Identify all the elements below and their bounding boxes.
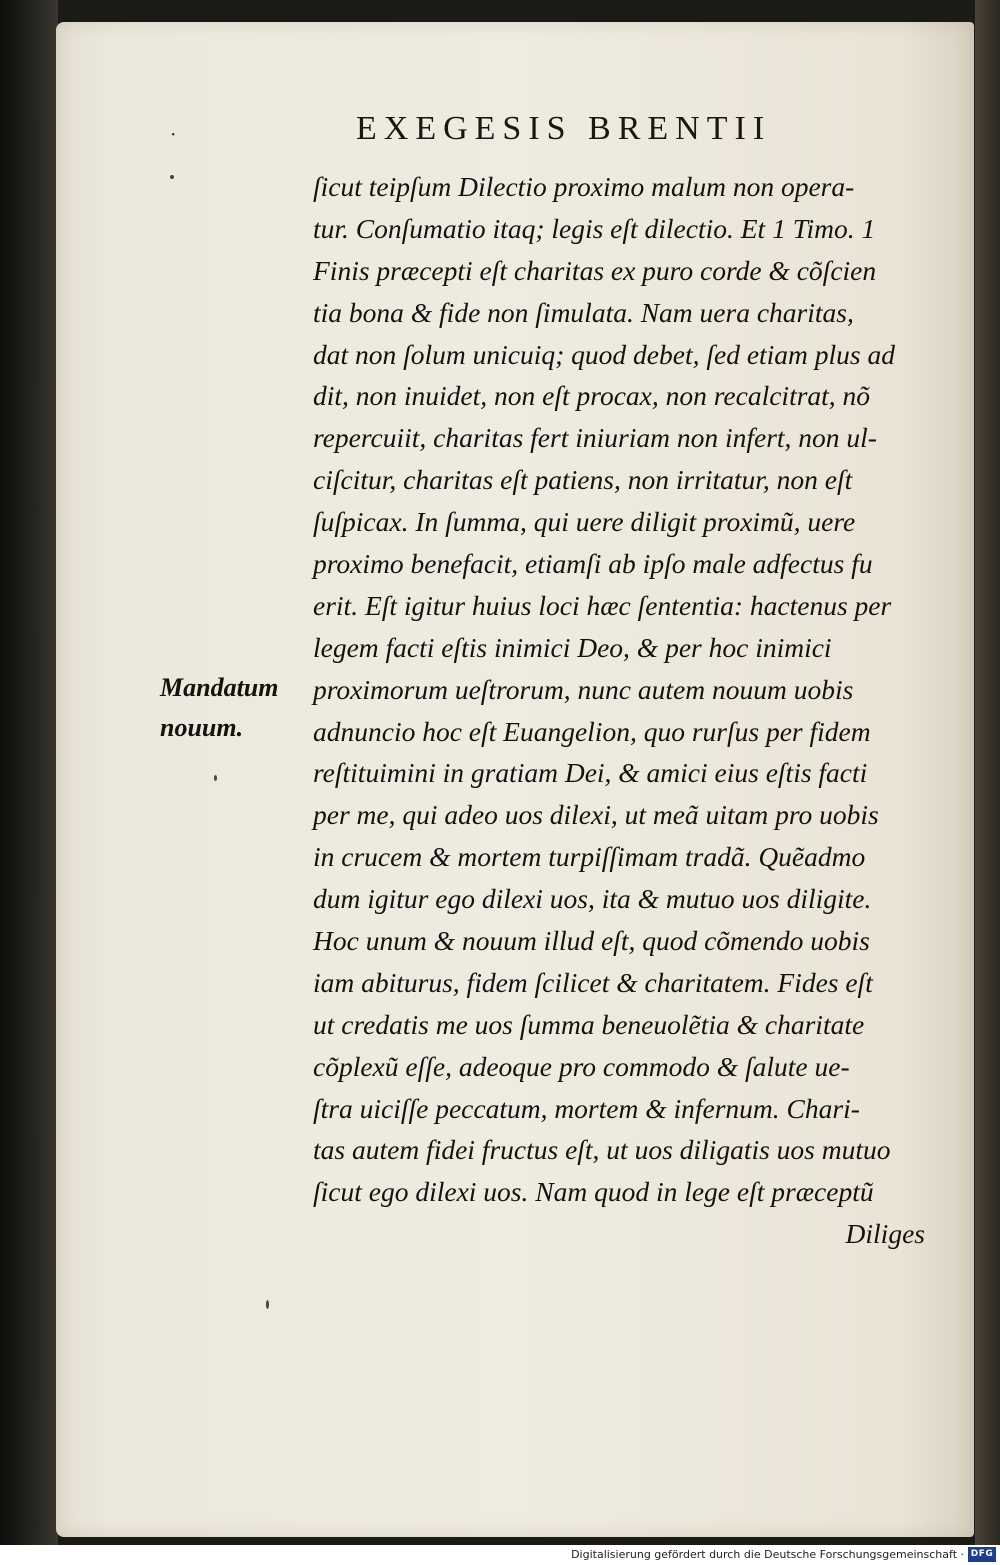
- marginal-note: [160, 668, 310, 748]
- binding-left: [0, 0, 58, 1545]
- text-line: proximo benefacit, etiamſi ab ipſo male adfectus fu: [313, 548, 873, 580]
- text-line: dit, non inuidet, non eſt procax, non recalcitrat, nõ: [313, 380, 871, 412]
- marginal-note-line: nouum.: [160, 713, 244, 742]
- funding-notice: Digitalisierung gefördert durch die Deutsche Forschungsgemeinschaft ·: [571, 1548, 964, 1561]
- text-line: dat non ſolum unicuiq; quod debet, ſed etiam plus ad: [313, 338, 896, 370]
- ink-speck: [214, 775, 217, 781]
- ink-speck: [266, 1300, 269, 1309]
- text-line: proximorum ueſtrorum, nunc autem nouum uobis: [313, 673, 854, 705]
- text-line: cõplexũ eſſe, adeoque pro commodo & ſalute ue-: [313, 1050, 850, 1082]
- text-line: ſicut ego dilexi uos. Nam quod in lege eſt præceptũ: [313, 1176, 874, 1208]
- text-line: repercuiit, charitas fert iniuriam non infert, non ul-: [313, 422, 877, 454]
- binding-right: [975, 0, 1000, 1545]
- catchword: Diliges: [845, 1218, 925, 1250]
- text-line: legem facti eſtis inimici Deo, & per hoc inimici: [313, 631, 832, 663]
- text-line: dum igitur ego dilexi uos, ita & mutuo uos diligite.: [313, 883, 872, 915]
- text-line: ſtra uiciſſe peccatum, mortem & infernum. Chari-: [313, 1092, 860, 1124]
- body-text: [313, 166, 933, 1255]
- text-line: iam abiturus, fidem ſcilicet & charitatem. Fides eſt: [313, 966, 873, 998]
- text-line: ciſcitur, charitas eſt patiens, non irritatur, non eſt: [313, 464, 853, 496]
- text-line: Finis præcepti eſt charitas ex puro corde & cõſcien: [313, 254, 877, 286]
- text-line: adnuncio hoc eſt Euangelion, quo rurſus per fidem: [313, 715, 871, 747]
- text-line: Hoc unum & nouum illud eſt, quod cõmendo uobis: [313, 925, 870, 957]
- text-line: reſtituimini in gratiam Dei, & amici eius eſtis facti: [313, 757, 868, 789]
- text-line: tas autem fidei fructus eſt, ut uos diligatis uos mutuo: [313, 1134, 891, 1166]
- text-line: ſicut teipſum Dilectio proximo malum non opera-: [313, 171, 855, 202]
- text-line: tur. Conſumatio itaq; legis eſt dilectio. Et 1 Timo. 1: [313, 212, 876, 244]
- marginal-note-line: Mandatum: [160, 673, 279, 702]
- running-head: EXEGESIS BRENTII: [356, 110, 772, 147]
- dfg-logo: DFG: [968, 1547, 996, 1562]
- text-line: per me, qui adeo uos dilexi, ut meã uitam pro uobis: [313, 799, 879, 831]
- text-line: ſuſpicax. In ſumma, qui uere diligit proximũ, uere: [313, 506, 856, 538]
- ink-speck: [170, 175, 174, 179]
- text-line: ut credatis me uos ſumma beneuolẽtia & charitate: [313, 1008, 865, 1040]
- text-line: tia bona & fide non ſimulata. Nam uera charitas,: [313, 296, 854, 328]
- text-line: in crucem & mortem turpiſſimam tradã. Quẽadmo: [313, 841, 866, 873]
- text-line: erit. Eſt igitur huius loci hæc ſententia: hactenus per: [313, 589, 892, 621]
- digitization-footer: [0, 1545, 1000, 1565]
- page-mark-dot: ·: [170, 122, 177, 146]
